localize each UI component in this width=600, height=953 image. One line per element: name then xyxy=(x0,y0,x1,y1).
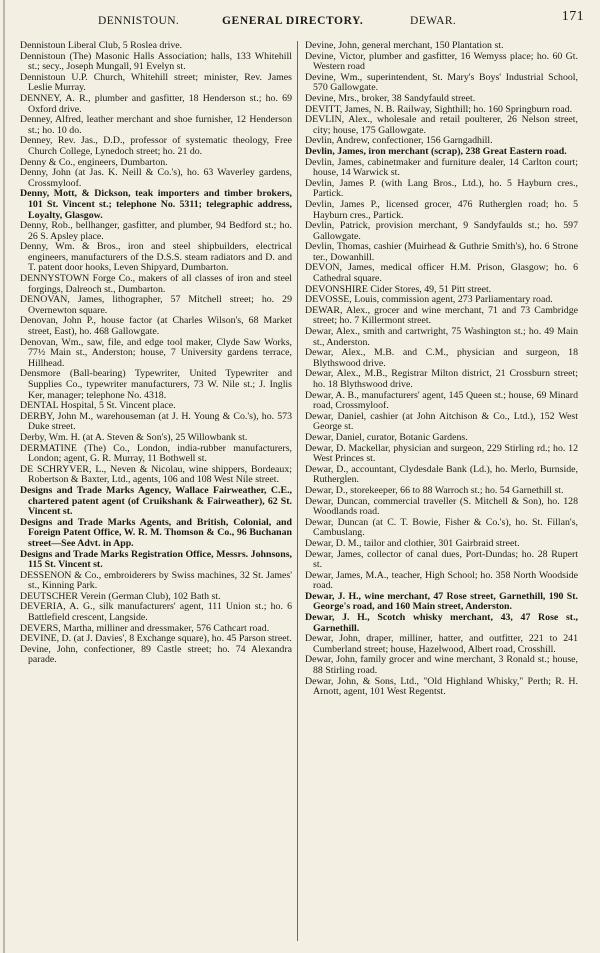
directory-entry: Devlin, James P., licensed grocer, 476 Rutherglen road; ho. 5 Hayburn cres., Partick. xyxy=(305,198,578,221)
directory-entry: DERBY, John M., warehouseman (at J. H. Young & Co.'s), ho. 573 Duke street. xyxy=(20,410,292,433)
directory-entry: DEVON, James, medical officer H.M. Prison, Glasgow; ho. 6 Cathedral square. xyxy=(305,262,578,285)
directory-entry: DENTAL Hospital, 5 St. Vincent place. xyxy=(20,400,176,412)
directory-entry: DENOVAN, James, lithographer, 57 Mitchell street; ho. 29 Overnewton square. xyxy=(20,294,292,316)
directory-entry: Denny & Co., engineers, Dumbarton. xyxy=(20,156,168,168)
header-left-word: DENNISTOUN. xyxy=(98,15,180,27)
directory-entry: DENNEY, A. R., plumber and gasfitter, 18 Henderson st.; ho. 69 Oxford drive. xyxy=(20,92,292,115)
directory-entry: Dewar, John, draper, milliner, hatter, and outfitter, 221 to 241 Cumberland street; house, Hazelwood, Albert road, Crosshill. xyxy=(305,633,578,655)
directory-entry: Denny, Rob., bellhanger, gasfitter, and plumber, 94 Bedford st.; ho. 26 S. Apsley place. xyxy=(20,220,292,242)
page-binding-edge xyxy=(3,0,5,953)
directory-entry: DENNYSTOWN Forge Co., makers of all classes of iron and steel forgings, Dalreoch st., Dumbarton. xyxy=(20,273,292,295)
directory-entry: DEUTSCHER Verein (German Club), 102 Bath st. xyxy=(20,590,221,602)
page-number: 171 xyxy=(561,9,584,24)
directory-entry: Dewar, Alex., M.B. and C.M., physician and surgeon, 18 Blythswood drive. xyxy=(305,347,578,369)
directory-entry: Dewar, D., accountant, Clydesdale Bank (Ld.), ho. Merlo, Burnside, Rutherglen. xyxy=(305,463,578,486)
directory-entry: Devlin, Thomas, cashier (Muirhead & Guthrie Smith's), ho. 6 Strone ter., Dowanhill. xyxy=(305,241,578,263)
directory-entry: Dennistoun U.P. Church, Whitehill street; minister, Rev. James Leslie Murray. xyxy=(20,71,292,94)
directory-entry: Dewar, J. H., wine merchant, 47 Rose street, Garnethill, 190 St. George's road, and 160 Main street, Anderston. xyxy=(305,590,578,613)
directory-entry: Dewar, Alex., smith and cartwright, 75 Washington st.; ho. 49 Main st., Anderston. xyxy=(305,326,578,348)
directory-entry: Denney, Alfred, leather merchant and shoe furnisher, 12 Henderson st.; ho. 10 do. xyxy=(20,114,292,136)
directory-entry: DEVONSHIRE Cider Stores, 49, 51 Pitt street. xyxy=(305,283,492,295)
directory-entry: DEVERS, Martha, milliner and dressmaker, 576 Cathcart road. xyxy=(20,622,270,634)
header-right-word: DEWAR. xyxy=(410,15,457,27)
directory-entry: Denny, Wm. & Bros., iron and steel shipbuilders, electrical engineers, manufacturers of the D.S.S. steam radiators and D. and T. patent door hooks, Leven Shipyard, Dumbarton. xyxy=(20,241,292,274)
header-title: GENERAL DIRECTORY. xyxy=(222,15,364,27)
right-column xyxy=(305,41,578,698)
directory-entry: DEVLIN, Alex., wholesale and retail poulterer, 26 Nelson street, city; house, 175 Gallowgate. xyxy=(305,114,578,136)
directory-entry: Densmore (Ball-bearing) Typewriter, United Typewriter and Supplies Co., typewriter manufacturers, 73 W. Nile st.; J. Inglis Ker, manager; telephone No. 4318. xyxy=(20,368,292,401)
directory-entry: Devlin, James, cabinetmaker and furniture dealer, 14 Carlton court; house, 14 Warwick st. xyxy=(305,156,578,179)
directory-entry: Devine, Wm., superintendent, St. Mary's Boys' Industrial School, 570 Gallowgate. xyxy=(305,71,578,94)
directory-entry: Devine, Mrs., broker, 38 Sandyfauld street. xyxy=(305,92,476,104)
directory-entry: Devlin, Andrew, confectioner, 156 Garngadhill. xyxy=(305,135,493,147)
directory-entry: Dewar, Daniel, cashier (at John Aitchison & Co., Ltd.), 152 West George st. xyxy=(305,410,578,433)
directory-entry: Dennistoun Liberal Club, 5 Roslea drive. xyxy=(20,40,183,51)
directory-entry: Denovan, Wm., saw, file, and edge tool maker, Clyde Saw Works, 77½ Main st., Anderston; house, 7 University gardens terrace, Hillhead. xyxy=(20,336,292,369)
directory-entry: Dewar, James, M.A., teacher, High School; ho. 358 North Woodside road. xyxy=(305,569,578,592)
directory-entry: Derby, Wm. H. (at A. Steven & Son's), 25 Willowbank st. xyxy=(20,431,248,443)
directory-entry: Dewar, John, & Sons, Ltd., "Old Highland Whisky," Perth; R. H. Arnott, agent, 101 West Regentst. xyxy=(305,675,578,698)
directory-entry: Dewar, Daniel, curator, Botanic Gardens. xyxy=(305,431,468,443)
directory-entry: Denovan, John P., house factor (at Charles Wilson's, 68 Market street, East), ho. 468 Gallowgate. xyxy=(20,315,292,338)
directory-entry: Dewar, D. Mackellar, physician and surgeon, 229 Stirling rd.; ho. 12 West Princes st. xyxy=(305,442,578,465)
directory-entry: Designs and Trade Marks Registration Office, Messrs. Johnsons, 115 St. Vincent st. xyxy=(20,548,292,571)
directory-entry: Devlin, Patrick, provision merchant, 9 Sandyfaulds st.; ho. 597 Gallowgate. xyxy=(305,220,578,242)
running-header xyxy=(10,9,590,29)
directory-entry: Dewar, John, family grocer and wine merchant, 3 Ronald st.; house, 88 Stirling road. xyxy=(305,654,578,677)
directory-entry: Dewar, A. B., manufacturers' agent, 145 Queen st.; house, 69 Minard road, Crossmyloof. xyxy=(305,389,578,412)
directory-entry: Devine, John, general merchant, 150 Plantation st. xyxy=(305,40,504,51)
directory-entry: Dewar, Duncan, commercial traveller (S. Mitchell & Son), ho. 128 Woodlands road. xyxy=(305,495,578,518)
directory-entry: DEVINE, D. (at J. Davies', 8 Exchange square), ho. 45 Parson street. xyxy=(20,633,292,645)
directory-entry: Dewar, James, collector of canal dues, Port-Dundas; ho. 28 Rupert st. xyxy=(305,548,578,571)
directory-entry: Dewar, D., storekeeper, 66 to 88 Warroch st.; ho. 54 Garnethill st. xyxy=(305,484,564,496)
directory-entry: Devine, John, confectioner, 89 Castle street; ho. 74 Alexandra parade. xyxy=(20,643,292,666)
directory-entry: DESSENON & Co., embroiderers by Swiss machines, 32 St. James' st., Kinning Park. xyxy=(20,569,292,592)
directory-entry: Dewar, J. H., Scotch whisky merchant, 43, 47 Rose st., Garnethill. xyxy=(305,612,578,634)
directory-entry: Dewar, Duncan (at C. T. Bowie, Fisher & Co.'s), ho. St. Fillan's, Cambuslang. xyxy=(305,516,578,539)
directory-entry: Denny, Mott, & Dickson, teak importers and timber brokers, 101 St. Vincent st.; telephone No. 5311; telegraphic address, Loyalty, Glasgow. xyxy=(20,188,292,221)
directory-entry: DE SCHRYVER, L., Neven & Nicolau, wine shippers, Bordeaux; Robertson & Baxter, Ltd., agents, 106 and 108 West Nile street. xyxy=(20,463,292,486)
directory-entry: Designs and Trade Marks Agency, Wallace Fairweather, C.E., chartered patent agent (of Cruikshank & Fairweather), 62 St. Vincent st. xyxy=(20,484,292,518)
left-column xyxy=(20,41,292,666)
directory-entry: Dewar, Alex., M.B., Registrar Milton district, 21 Crossburn street; ho. 18 Blythswood drive. xyxy=(305,368,578,390)
directory-entry: Denny, John (at Jas. K. Neill & Co.'s), ho. 63 Waverley gardens, Crossmyloof. xyxy=(20,167,292,189)
directory-entry: DEWAR, Alex., grocer and wine merchant, 71 and 73 Cambridge street; ho. 7 Killermont street. xyxy=(305,304,578,327)
directory-entry: DERMATINE (The) Co., London, india-rubber manufacturers, London; agent, G. R. Murray, 11 Bothwell st. xyxy=(20,442,292,465)
directory-entry: DEVITT, James, N. B. Railway, Sighthill; ho. 160 Springburn road. xyxy=(305,103,573,115)
directory-entry: DEVOSSE, Louis, commission agent, 273 Parliamentary road. xyxy=(305,294,553,306)
directory-entry: Dennistoun (The) Masonic Halls Association; halls, 133 Whitehill st.; secy., Joseph Mungall, 91 Evelyn st. xyxy=(20,50,292,73)
directory-entry: DEVERIA, A. G., silk manufacturers' agent, 111 Union st.; ho. 6 Battlefield crescent, Langside. xyxy=(20,601,292,624)
column-divider xyxy=(297,41,298,941)
directory-entry: Denney, Rev. Jas., D.D., professor of systematic theology, Free Church College, Lynedoch street; ho. 21 do. xyxy=(20,135,292,157)
directory-entry: Dewar, D. M., tailor and clothier, 301 Gairbraid street. xyxy=(305,537,520,549)
directory-entry: Designs and Trade Marks Agents, and British, Colonial, and Foreign Patent Office, W. R. M. Thomson & Co., 96 Buchanan street—See Advt. in App. xyxy=(20,516,292,549)
directory-entry: Devlin, James, iron merchant (scrap), 238 Great Eastern road. xyxy=(305,145,567,157)
directory-entry: Devlin, James P. (with Lang Bros., Ltd.), ho. 5 Hayburn cres., Partick. xyxy=(305,177,578,200)
directory-entry: Devine, Victor, plumber and gasfitter, 16 Wemyss place; ho. 60 Gt. Western road xyxy=(305,50,578,73)
